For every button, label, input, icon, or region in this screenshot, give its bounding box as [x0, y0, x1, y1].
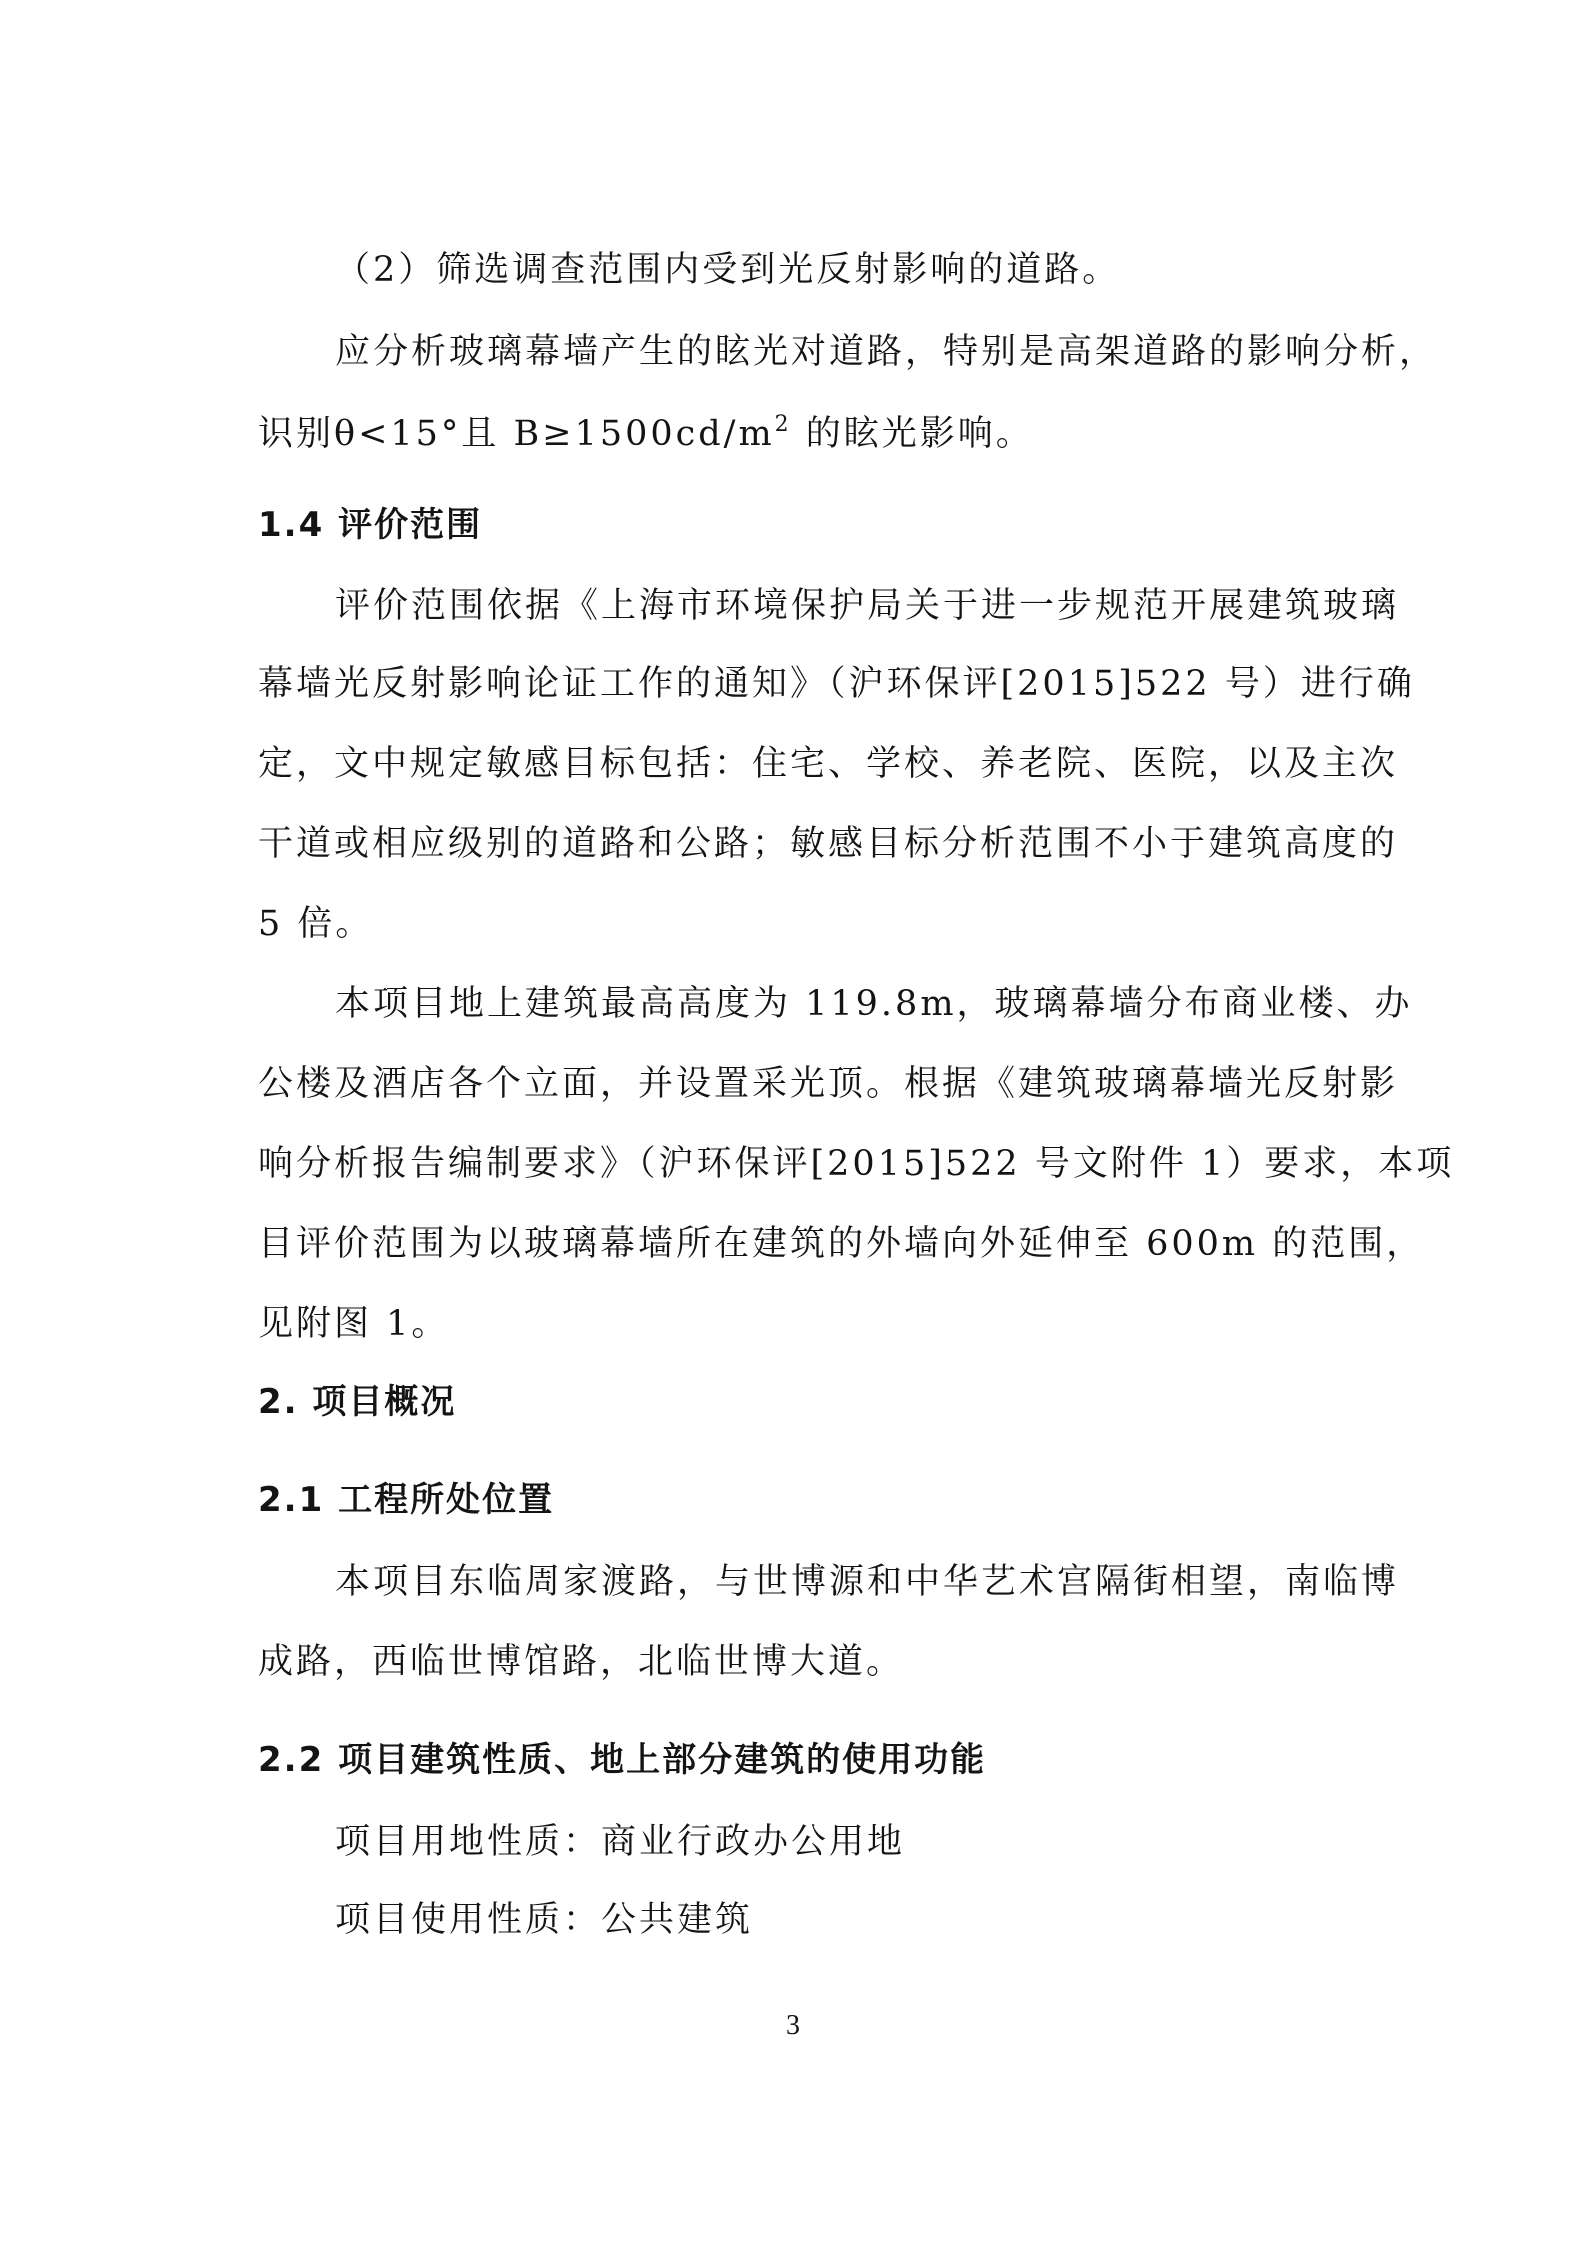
paragraph-line: 本项目东临周家渡路，与世博源和中华艺术宫隔街相望，南临博: [335, 1562, 1400, 1602]
paragraph-line: 评价范围依据《上海市环境保护局关于进一步规范开展建筑玻璃: [335, 586, 1400, 626]
paragraph-line: 响分析报告编制要求》（沪环保评[2015]522 号文附件 1）要求，本项: [258, 1144, 1455, 1184]
paragraph-text: 的眩光影响。: [791, 414, 1034, 454]
formula-text: 识别θ<15°且 B≥1500cd/m: [258, 414, 775, 454]
paragraph-line: 干道或相应级别的道路和公路；敏感目标分析范围不小于建筑高度的: [258, 824, 1399, 864]
paragraph-line: 公楼及酒店各个立面，并设置采光顶。根据《建筑玻璃幕墙光反射影: [258, 1064, 1399, 1104]
paragraph-line: 项目使用性质：公共建筑: [335, 1900, 754, 1940]
paragraph-line: 应分析玻璃幕墙产生的眩光对道路，特别是高架道路的影响分析，: [335, 332, 1438, 372]
paragraph-line: 本项目地上建筑最高高度为 119.8m，玻璃幕墙分布商业楼、办: [335, 984, 1413, 1024]
paragraph-line: 见附图 1。: [258, 1304, 450, 1344]
paragraph-line: 幕墙光反射影响论证工作的通知》（沪环保评[2015]522 号）进行确: [258, 664, 1415, 704]
section-heading-2-2: 2.2 项目建筑性质、地上部分建筑的使用功能: [258, 1740, 987, 1780]
paragraph-line: [258, 412, 1034, 456]
page-number: 3: [786, 2010, 800, 2041]
section-heading-2-1: 2.1 工程所处位置: [258, 1480, 555, 1520]
superscript: 2: [774, 412, 792, 437]
paragraph-line: 目评价范围为以玻璃幕墙所在建筑的外墙向外延伸至 600m 的范围，: [258, 1224, 1425, 1264]
section-heading-1-4: 1.4 评价范围: [258, 505, 483, 545]
paragraph-line: 项目用地性质：商业行政办公用地: [335, 1822, 906, 1862]
paragraph-line: 定，文中规定敏感目标包括：住宅、学校、养老院、医院，以及主次: [258, 744, 1399, 784]
paragraph-line: 成路，西临世博馆路，北临世博大道。: [258, 1642, 905, 1682]
section-heading-2: 2. 项目概况: [258, 1382, 457, 1422]
paragraph-line: 5 倍。: [258, 904, 374, 944]
list-item-2: （2）筛选调查范围内受到光反射影响的道路。: [335, 250, 1121, 290]
